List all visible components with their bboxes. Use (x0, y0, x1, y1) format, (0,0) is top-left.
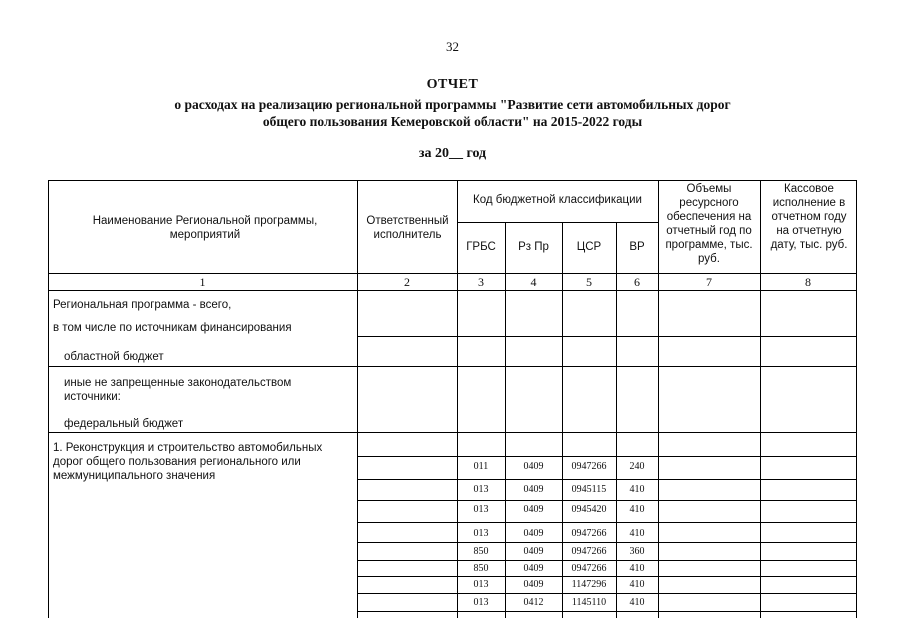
table-line (357, 542, 857, 543)
code-rzpr: 0409 (523, 579, 544, 590)
report-period: за 20__ год (418, 146, 487, 161)
col-number: 3 (478, 275, 484, 289)
table-line (457, 222, 659, 223)
code-rzpr: 0409 (523, 461, 544, 472)
table-line (357, 456, 857, 457)
code-vr: 410 (629, 597, 645, 608)
code-vr: 410 (629, 563, 645, 574)
table-line (48, 273, 857, 274)
code-vr: 240 (629, 461, 645, 472)
code-rzpr: 0409 (523, 504, 544, 515)
col-number: 4 (530, 275, 537, 289)
col-number: 1 (199, 275, 206, 289)
row-other-sources: иные не запрещенные законодательством источники: (64, 377, 292, 403)
table-line (48, 290, 857, 291)
code-csr: 0945420 (571, 504, 607, 515)
header-budget-code: Код бюджетной классификации (473, 194, 642, 206)
header-grbs: ГРБС (466, 241, 496, 253)
table-line (48, 366, 857, 367)
code-csr: 0947266 (571, 528, 607, 539)
table-line (357, 522, 857, 523)
subtitle-line-1: о расходах на реализацию региональной программы "Развитие сети автомобильных дорог (174, 97, 731, 112)
header-name: Наименование Региональной программы, мероприятий (92, 215, 318, 241)
table-line (48, 432, 857, 433)
table-line (658, 180, 659, 618)
code-vr: 410 (629, 579, 645, 590)
row-regional-budget: областной бюджет (64, 351, 164, 363)
code-rzpr: 0409 (523, 563, 544, 574)
code-rzpr: 0412 (523, 597, 544, 608)
table-line (357, 560, 857, 561)
code-csr: 1147296 (571, 579, 607, 590)
code-csr: 0947266 (571, 546, 607, 557)
report-subtitle (0, 96, 905, 130)
code-csr: 1145110 (571, 597, 607, 608)
code-vr: 360 (629, 546, 645, 557)
table-line (760, 180, 761, 618)
table-line (48, 180, 857, 181)
header-executor: Ответственный исполнитель (366, 215, 449, 241)
col-number: 6 (634, 275, 640, 289)
table-line (357, 576, 857, 577)
col-number: 2 (404, 275, 410, 289)
table-line (48, 180, 49, 618)
table-line (357, 336, 857, 337)
col-number: 8 (805, 275, 811, 289)
subtitle-line-2: общего пользования Кемеровской области" на 2015-2022 годы (262, 114, 643, 129)
code-grbs: 013 (473, 484, 489, 495)
table-line (357, 180, 358, 618)
code-grbs: 850 (473, 546, 489, 557)
page-number: 32 (446, 39, 459, 54)
header-rzpr: Рз Пр (518, 241, 549, 253)
code-csr: 0945115 (571, 484, 607, 495)
code-grbs: 850 (473, 563, 489, 574)
header-cash: Кассовое исполнение в отчетном году на отчетную дату, тыс. руб. (770, 183, 848, 251)
code-grbs: 011 (473, 461, 489, 472)
table-line (357, 500, 857, 501)
row-federal-budget: федеральный бюджет (64, 418, 184, 430)
code-grbs: 013 (473, 528, 489, 539)
table-line (357, 611, 857, 612)
code-vr: 410 (629, 528, 645, 539)
table-line (357, 593, 857, 594)
code-grbs: 013 (473, 504, 489, 515)
code-vr: 410 (629, 484, 645, 495)
code-rzpr: 0409 (523, 528, 544, 539)
code-rzpr: 0409 (523, 484, 544, 495)
col-number: 5 (586, 275, 592, 289)
code-rzpr: 0409 (523, 546, 544, 557)
table-line (357, 479, 857, 480)
code-vr: 410 (629, 504, 645, 515)
code-grbs: 013 (473, 597, 489, 608)
col-number: 7 (706, 275, 712, 289)
code-grbs: 013 (473, 579, 489, 590)
row-item-1: 1. Реконструкция и строительство автомобильных дорог общего пользования регионального или межмуниципального значения (53, 442, 323, 482)
row-total-line2: в том числе по источникам финансирования (53, 322, 292, 334)
header-csr: ЦСР (576, 241, 602, 253)
code-csr: 0947266 (571, 563, 607, 574)
code-csr: 0947266 (571, 461, 607, 472)
header-vr: ВР (629, 241, 645, 253)
table-line (856, 180, 857, 618)
report-title: ОТЧЕТ (426, 77, 479, 92)
row-total-line1: Региональная программа - всего, (53, 299, 232, 311)
header-volume: Объемы ресурсного обеспечения на отчетный год по программе, тыс. руб. (665, 183, 753, 265)
